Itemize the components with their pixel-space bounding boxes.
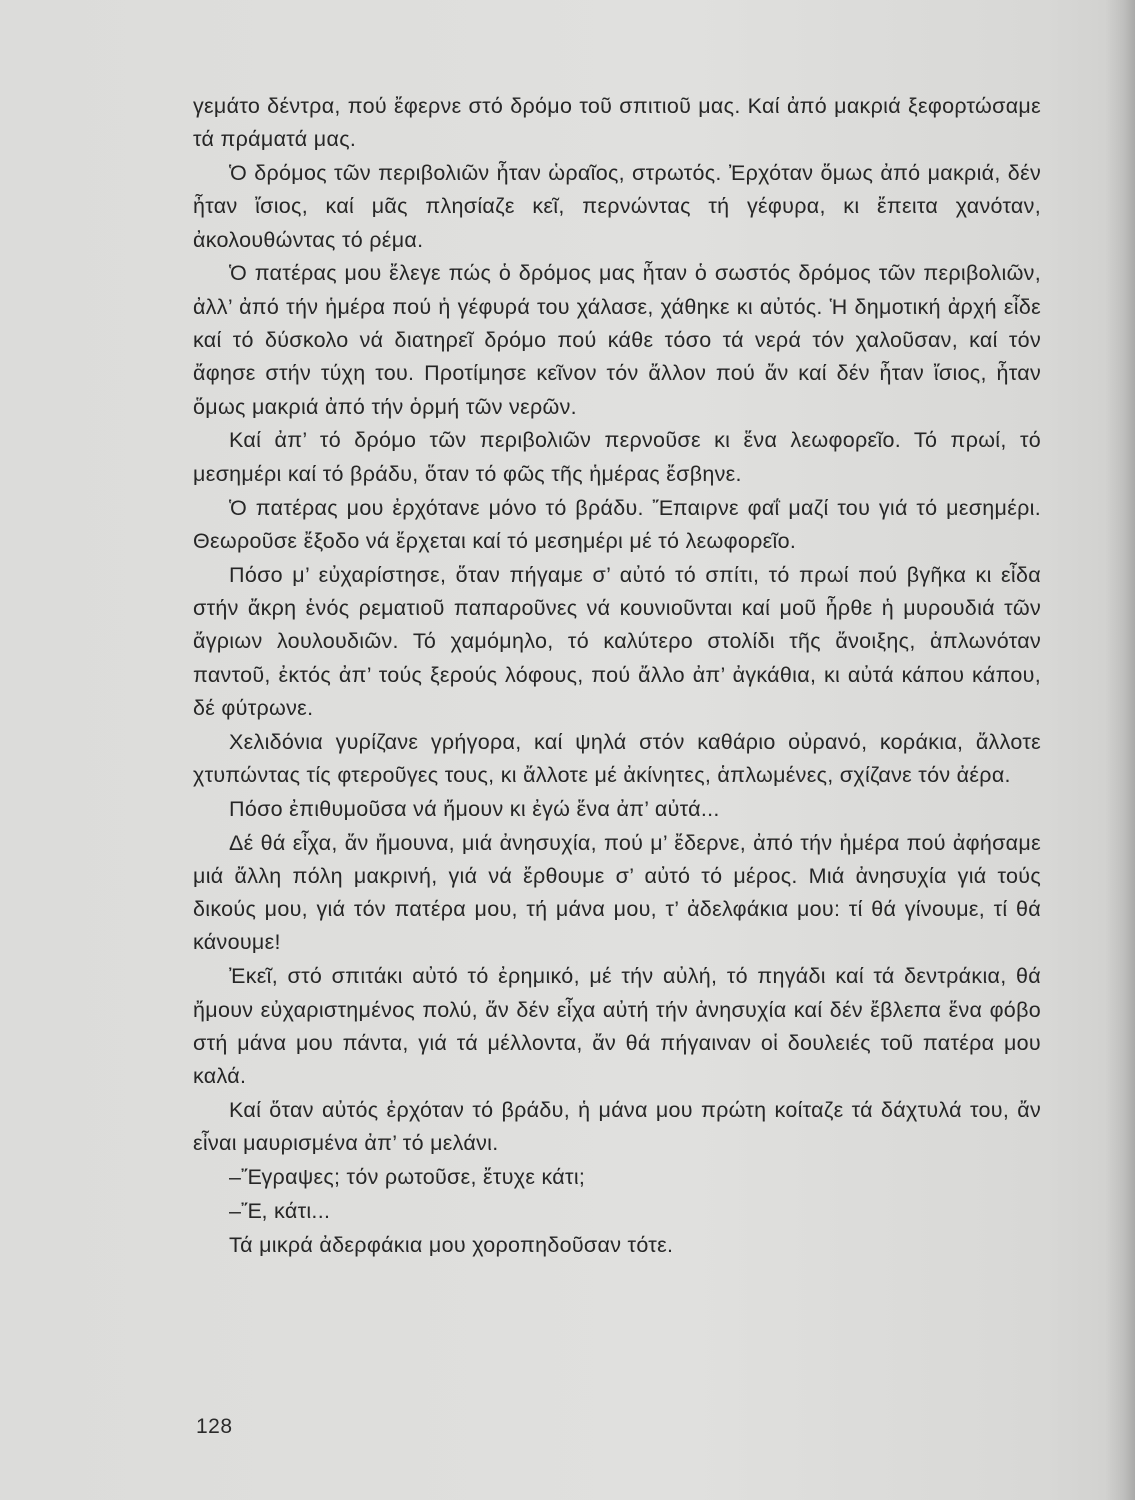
- paragraph: Πόσο μ’ εὐχαρίστησε, ὅταν πήγαμε σ’ αὐτό τό σπίτι, τό πρωί πού βγῆκα κι εἶδα στήν ἄκρη ἑνός ρεματιοῦ παπαροῦνες νά κουνιοῦνται καί μοῦ ἦρθε ἡ μυρουδιά τῶν ἄγριων λουλουδιῶν. Τό χαμόμηλο, τό καλύτερο στολίδι τῆς ἄνοιξης, ἁπλωνόταν παντοῦ, ἐκτός ἀπ’ τούς ξερούς λόφους, πού ἄλλο ἀπ’ ἀγκάθια, κι αὐτά κάπου κάπου, δέ φύτρωνε.: [193, 562, 1041, 720]
- paragraph: Καί ἀπ’ τό δρόμο τῶν περιβολιῶν περνοῦσε κι ἕνα λεωφορεῖο. Τό πρωί, τό μεσημέρι καί τό βράδυ, ὅταν τό φῶς τῆς ἡμέρας ἔσβηνε.: [193, 428, 1041, 486]
- paragraph: Καί ὅταν αὐτός ἐρχόταν τό βράδυ, ἡ μάνα μου πρώτη κοίταζε τά δάχτυλά του, ἄν εἶναι μαυρισμένα ἀπ’ τό μελάνι.: [193, 1097, 1041, 1156]
- paragraph: Ἐκεῖ, στό σπιτάκι αὐτό τό ἐρημικό, μέ τήν αὐλή, τό πηγάδι καί τά δεντράκια, θά ἤμουν εὐχαριστημένος πολύ, ἄν δέν εἶχα αὐτή τήν ἀνησυχία καί δέν ἔβλεπα ἕνα φόβο στή μάνα μου πάντα, γιά τά μέλλοντα, ἄν θά πήγαιναν οἱ δουλειές τοῦ πατέρα μου καλά.: [193, 964, 1041, 1089]
- paragraph: Πόσο ἐπιθυμοῦσα νά ἤμουν κι ἐγώ ἕνα ἀπ’ αὐτά...: [229, 796, 720, 821]
- page-number: 128: [196, 1415, 233, 1438]
- paragraph: Χελιδόνια γυρίζανε γρήγορα, καί ψηλά στόν καθάριο οὐρανό, κοράκια, ἄλλοτε χτυπώντας τίς φτεροῦγες τους, κι ἄλλοτε μέ ἀκίνητες, ἁπλωμένες, σχίζανε τόν ἀέρα.: [193, 729, 1041, 787]
- paragraph: Τά μικρά ἀδερφάκια μου χοροπηδοῦσαν τότε.: [229, 1232, 674, 1257]
- page-edge-shadow: [1105, 0, 1135, 1500]
- paragraph: Δέ θά εἶχα, ἄν ἤμουνα, μιά ἀνησυχία, πού μ’ ἔδερνε, ἀπό τήν ἡμέρα πού ἀφήσαμε μιά ἄλλη πόλη μακρινή, γιά νά ἔρθουμε σ’ αὐτό τό μέρος. Μιά ἀνησυχία γιά τούς δικούς μου, γιά τόν πατέρα μου, τή μάνα μου, τ’ ἀδελφάκια μου: τί θά γίνουμε, τί θά κάνουμε!: [193, 830, 1041, 955]
- paragraph: Ὁ πατέρας μου ἔλεγε πώς ὁ δρόμος μας ἦταν ὁ σωστός δρόμος τῶν περιβολιῶν, ἀλλ’ ἀπό τήν ἡμέρα πού ἡ γέφυρά του χάλασε, χάθηκε κι αὐτός. Ἡ δημοτική ἀρχή εἶδε καί τό δύσκολο νά διατηρεῖ δρόμο πού κάθε τόσο τά νερά τόν χαλοῦσαν, καί τόν ἄφησε στήν τύχη του. Προτίμησε κεῖνον τόν ἄλλον πού ἄν καί δέν ἦταν ἴσιος, ἦταν ὅμως μακριά ἀπό τήν ὁρμή τῶν νερῶν.: [193, 261, 1041, 419]
- paragraph: γεμάτο δέντρα, πού ἔφερνε στό δρόμο τοῦ σπιτιοῦ μας. Καί ἀπό μακριά ξεφορτώσαμε τά πράματά μας.: [193, 94, 1041, 152]
- paragraph: –Ἔγραψες; τόν ρωτοῦσε, ἔτυχε κάτι;: [229, 1165, 586, 1189]
- paragraph: Ὁ πατέρας μου ἐρχότανε μόνο τό βράδυ. Ἔπαιρνε φαΐ μαζί του γιά τό μεσημέρι. Θεωροῦσε ἔξοδο νά ἔρχεται καί τό μεσημέρι μέ τό λεωφορεῖο.: [193, 495, 1041, 553]
- paragraph: –Ἔ, κάτι...: [229, 1198, 331, 1223]
- paragraph: Ὁ δρόμος τῶν περιβολιῶν ἦταν ὡραῖος, στρωτός. Ἐρχόταν ὅμως ἀπό μακριά, δέν ἦταν ἴσιος, καί μᾶς πλησίαζε κεῖ, περνώντας τή γέφυρα, κι ἔπειτα χανόταν, ἀκολουθώντας τό ρέμα.: [193, 161, 1041, 252]
- page-text-block: [193, 90, 1041, 1262]
